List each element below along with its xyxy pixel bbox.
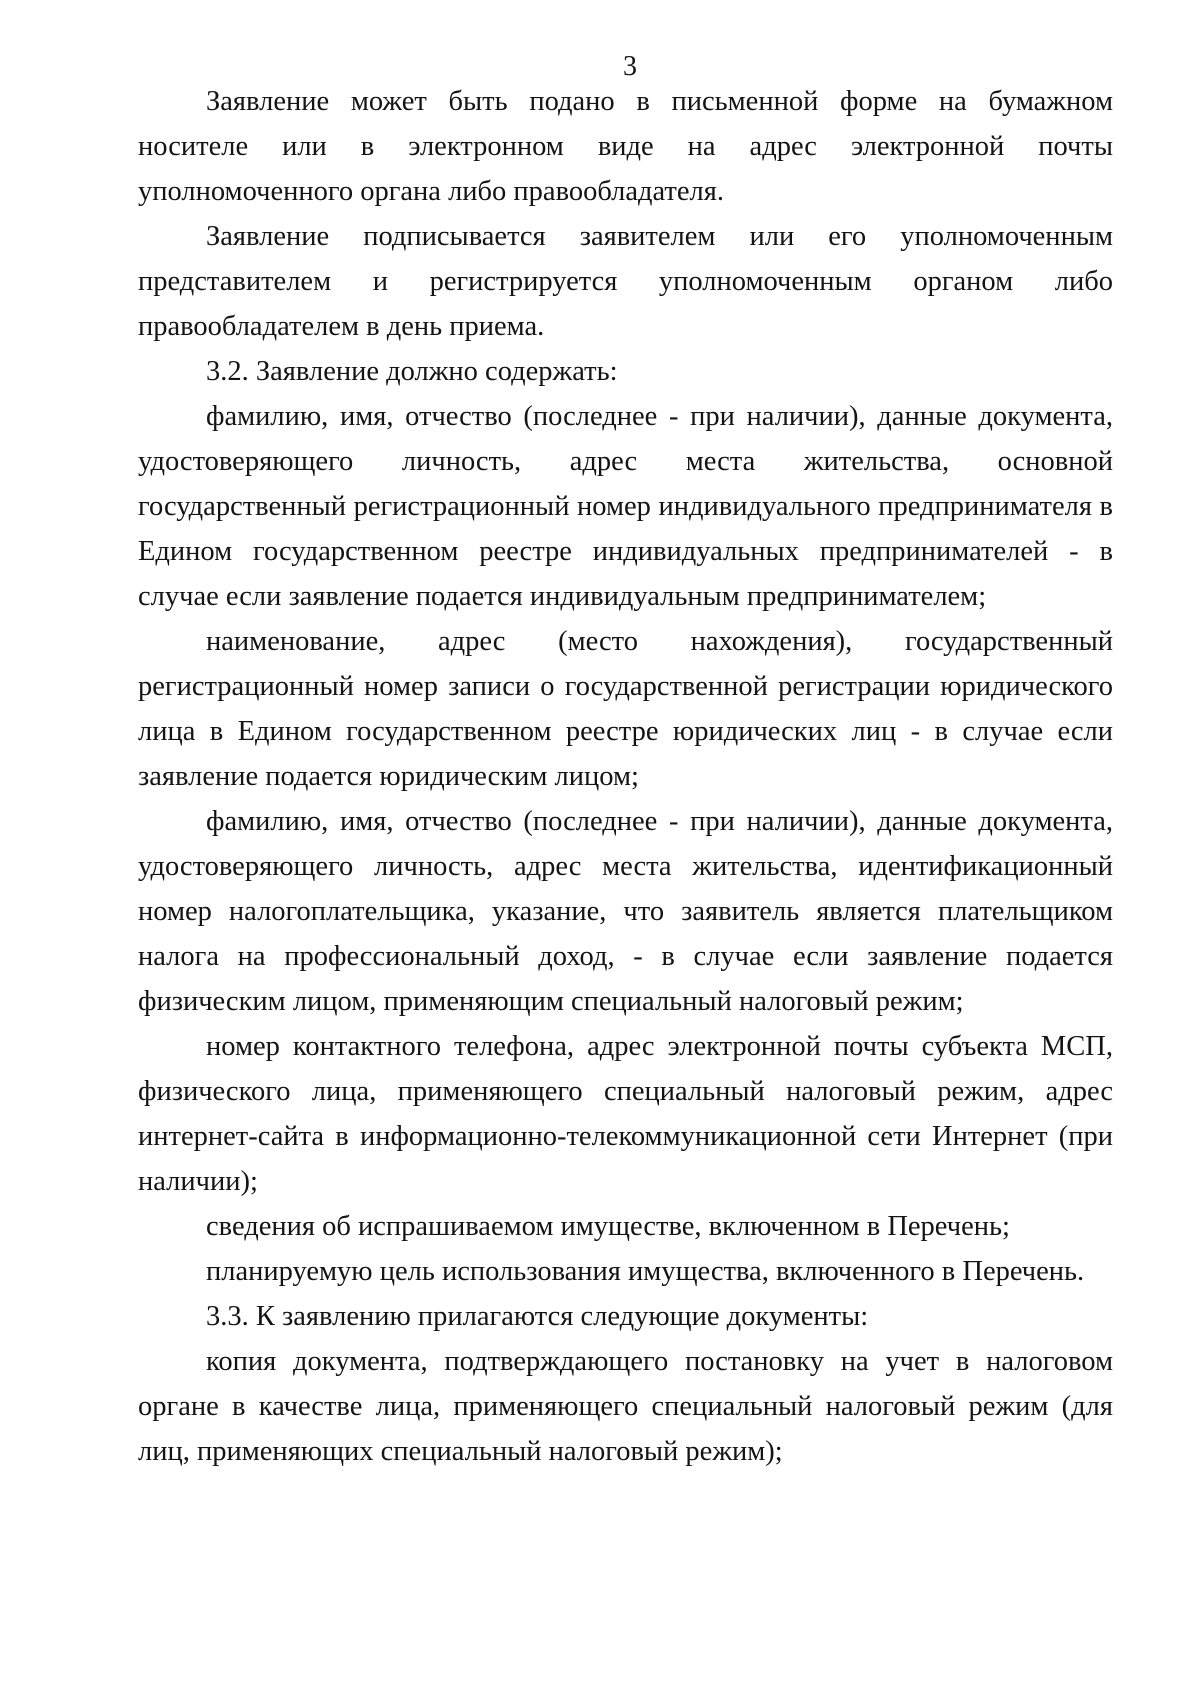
paragraph-contacts: номер контактного телефона, адрес электронной почты субъекта МСП, физического лица, применяющего специальный налоговый режим, адрес интернет-сайта в информационно-телекоммуникационной сети Интернет (при наличии);: [138, 1031, 1113, 1197]
paragraph-requested-property: сведения об испрашиваемом имуществе, включенном в Перечень;: [206, 1211, 1010, 1242]
paragraph-self-employed: фамилию, имя, отчество (последнее - при наличии), данные документа, удостоверяющего личность, адрес места жительства, идентификационный номер налогоплательщика, указание, что заявитель является плательщиком налога на профессиональный доход, - в случае если заявление подается физическим лицом, применяющим специальный налоговый режим;: [138, 806, 1113, 1017]
document-body: [138, 79, 1113, 1474]
paragraph-intended-use: планируемую цель использования имущества, включенного в Перечень.: [206, 1256, 1085, 1287]
paragraph-individual-entrepreneur: фамилию, имя, отчество (последнее - при наличии), данные документа, удостоверяющего личность, адрес места жительства, основной государственный регистрационный номер индивидуального предпринимателя в Едином государственном реестре индивидуальных предпринимателей - в случае если заявление подается индивидуальным предпринимателем;: [138, 401, 1113, 612]
paragraph-section-3-3: 3.3. К заявлению прилагаются следующие документы:: [206, 1301, 869, 1332]
paragraph-submission-form: Заявление может быть подано в письменной форме на бумажном носителе или в электронном виде на адрес электронной почты уполномоченного органа либо правообладателя.: [138, 86, 1113, 207]
paragraph-legal-entity: наименование, адрес (место нахождения), государственный регистрационный номер записи о государственной регистрации юридического лица в Едином государственном реестре юридических лиц - в случае если заявление подается юридическим лицом;: [138, 626, 1113, 792]
paragraph-tax-registration-copy: копия документа, подтверждающего постановку на учет в налоговом органе в качестве лица, применяющего специальный налоговый режим (для лиц, применяющих специальный налоговый режим);: [138, 1346, 1113, 1467]
paragraph-section-3-2: 3.2. Заявление должно содержать:: [206, 356, 618, 387]
paragraph-signature-registration: Заявление подписывается заявителем или его уполномоченным представителем и регистрируется уполномоченным органом либо правообладателем в день приема.: [138, 221, 1113, 342]
page-number: 3: [623, 51, 637, 82]
